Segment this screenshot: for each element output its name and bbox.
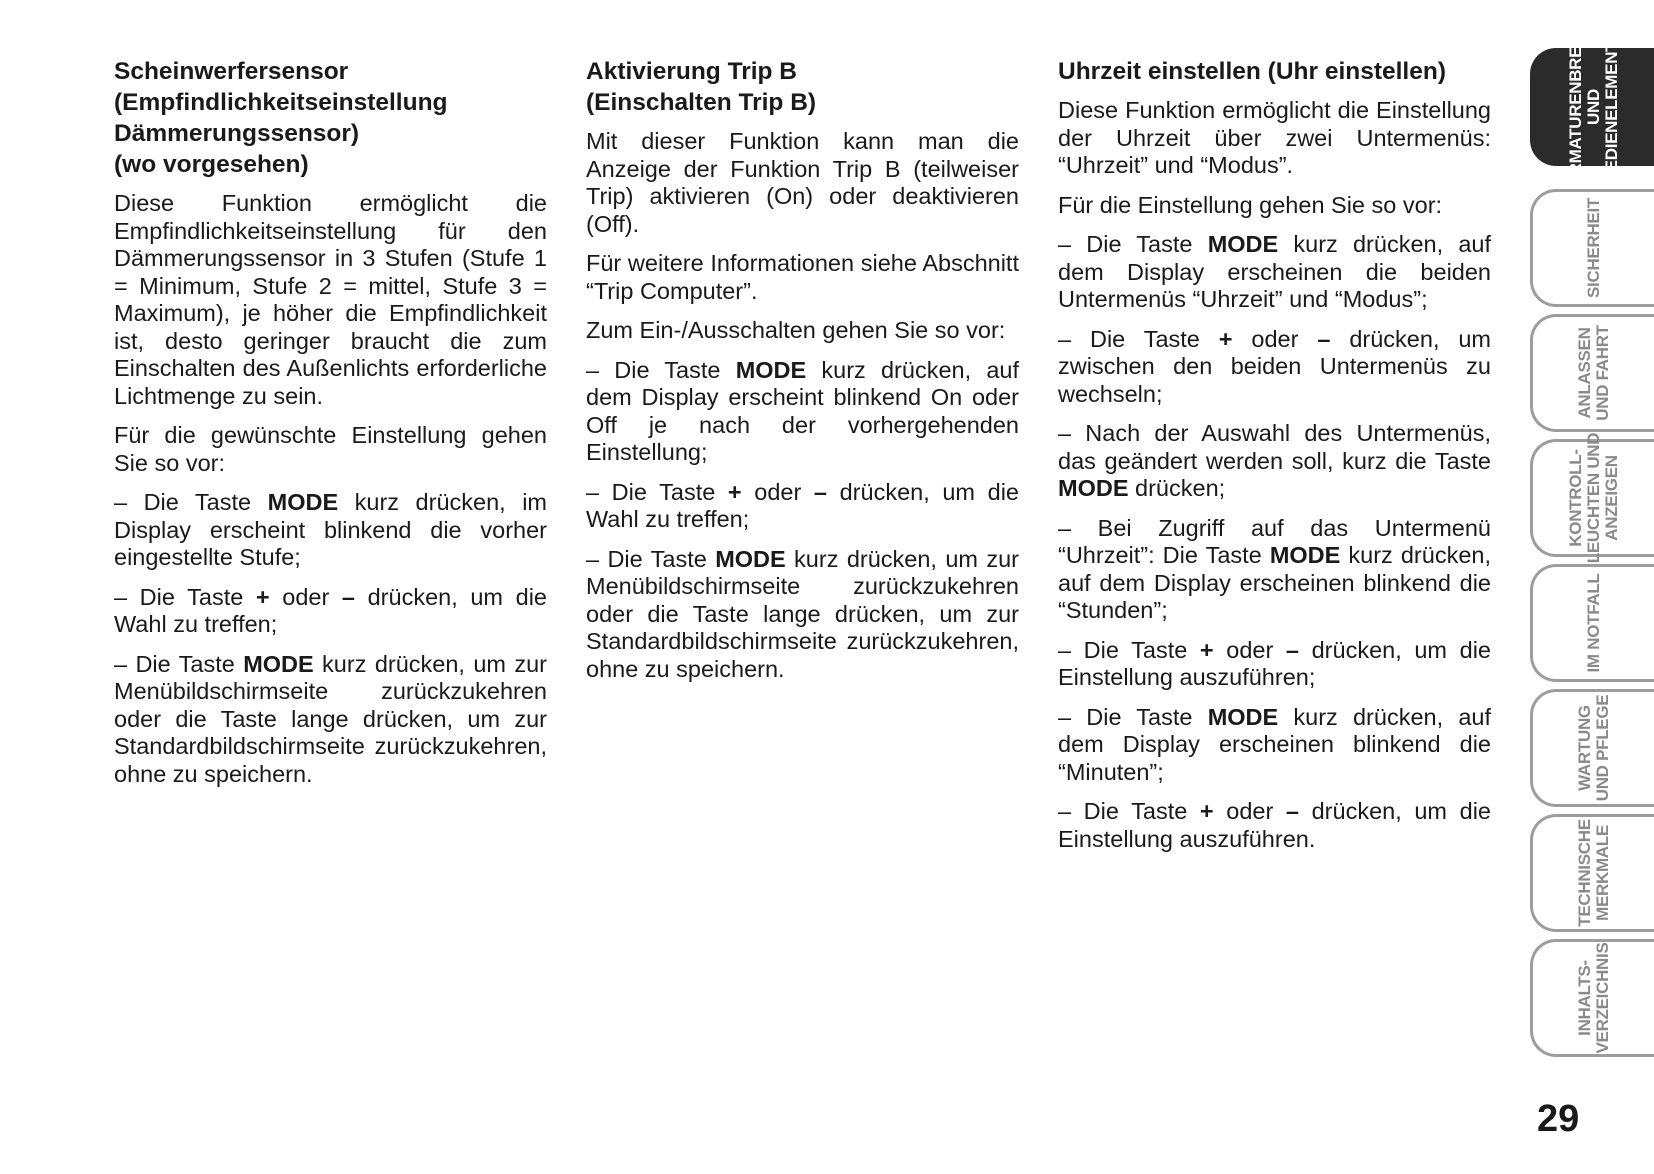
instruction-step: – Die Taste MODE kurz drücken, im Display erscheint blinkend die vorher eingestellte Stufe; [114, 489, 547, 570]
paragraph: Für die Einstellung gehen Sie so vor: [1058, 191, 1443, 218]
tab-im-notfall[interactable]: IM NOTFALL [1530, 564, 1654, 682]
tab-wartung-und-pflege[interactable]: WARTUNG UND PFLEGE [1530, 689, 1654, 807]
column-3 [1058, 56, 1491, 865]
instruction-step: – Die Taste MODE kurz drücken, um zur Menübildschirmseite zurückzukehren oder die Taste lange drücken, um zur Standardbildschirmseite zurückzukehren, ohne zu speichern. [586, 545, 1019, 682]
tab-inhaltsverzeichnis[interactable]: INHALTS- VERZEICHNIS [1530, 939, 1654, 1057]
instruction-step: – Die Taste MODE kurz drücken, auf dem Display erscheinen blinkend die “Minuten”; [1058, 703, 1491, 785]
instruction-step: – Die Taste + oder – drücken, um die Einstellung auszuführen; [1058, 636, 1491, 690]
page-number: 29 [1537, 1098, 1580, 1140]
section-heading-clock: Uhrzeit einstellen (Uhr einstellen) [1058, 58, 1446, 85]
paragraph: Mit dieser Funktion kann man die Anzeige der Funktion Trip B (teilweiser Trip) aktivieren (On) oder deaktivieren (Off). [586, 128, 1019, 237]
instruction-step: – Bei Zugriff auf das Untermenü “Uhrzeit”: Die Taste MODE kurz drücken, auf dem Display erscheinen blinkend die “Stunden”; [1058, 514, 1491, 623]
instruction-step: – Die Taste + oder – drücken, um die Wahl zu treffen; [586, 478, 1019, 532]
instruction-step: – Die Taste + oder – drücken, um die Wahl zu treffen; [114, 583, 547, 637]
tab-technische-merkmale[interactable]: TECHNISCHE MERKMALE [1530, 814, 1654, 932]
paragraph: Für weitere Informationen siehe Abschnitt “Trip Computer”. [586, 250, 1019, 304]
instruction-step: – Die Taste + oder – drücken, um zwischen den beiden Untermenüs zu wechseln; [1058, 325, 1492, 407]
paragraph: Diese Funktion ermöglicht die Einstellung der Uhrzeit über zwei Untermenüs: “Uhrzeit” und “Modus”. [1058, 97, 1491, 178]
section-heading-headlight-sensor: Scheinwerfersensor (Empfindlichkeitseinstellung Dämmerungssensor) (wo vorgesehen) [114, 58, 448, 178]
instruction-step: – Die Taste MODE kurz drücken, auf dem Display erscheinen die beiden Untermenüs “Uhrzeit” und “Modus”; [1058, 231, 1491, 312]
paragraph: Zum Ein-/Ausschalten gehen Sie so vor: [586, 317, 1006, 343]
chapter-tabs [1530, 26, 1654, 1108]
column-2 [586, 56, 1019, 695]
section-heading-trip-b: Aktivierung Trip B (Einschalten Trip B) [586, 58, 817, 116]
instruction-step: – Die Taste MODE kurz drücken, um zur Menübildschirmseite zurückzukehren oder die Taste lange drücken, um zur Standardbildschirmseite zurückzukehren, ohne zu speichern. [114, 650, 547, 787]
instruction-step: – Die Taste + oder – drücken, um die Einstellung auszuführen. [1058, 798, 1491, 852]
paragraph: Für die gewünschte Einstellung gehen Sie so vor: [114, 422, 547, 476]
tab-anlassen-und-fahrt[interactable]: ANLASSEN UND FAHRT [1530, 314, 1654, 432]
instruction-step: – Die Taste MODE kurz drücken, auf dem Display erscheint blinkend On oder Off je nach der vorhergehenden Einstellung; [586, 356, 1019, 465]
column-1 [114, 56, 547, 800]
tab-kontrollleuchten[interactable]: KONTROLL- LEUCHTEN UND ANZEIGEN [1530, 439, 1654, 557]
tab-armaturenbrett[interactable]: ARMATURENBRETT UND BEDIENELEMENTE [1530, 48, 1654, 166]
instruction-step: – Nach der Auswahl des Untermenüs, das geändert werden soll, kurz die Taste MODE drücken; [1058, 420, 1491, 501]
tab-sicherheit[interactable]: SICHERHEIT [1530, 189, 1654, 307]
paragraph: Diese Funktion ermöglicht die Empfindlichkeitseinstellung für den Dämmerungssensor in 3 Stufen (Stufe 1 = Minimum, Stufe 2 = mittel, Stufe 3 = Maximum), je höher die Empfindlichkeit ist, desto geringer braucht die zum Einschalten des Außenlichts erforderliche Lichtmenge zu sein. [114, 190, 547, 409]
